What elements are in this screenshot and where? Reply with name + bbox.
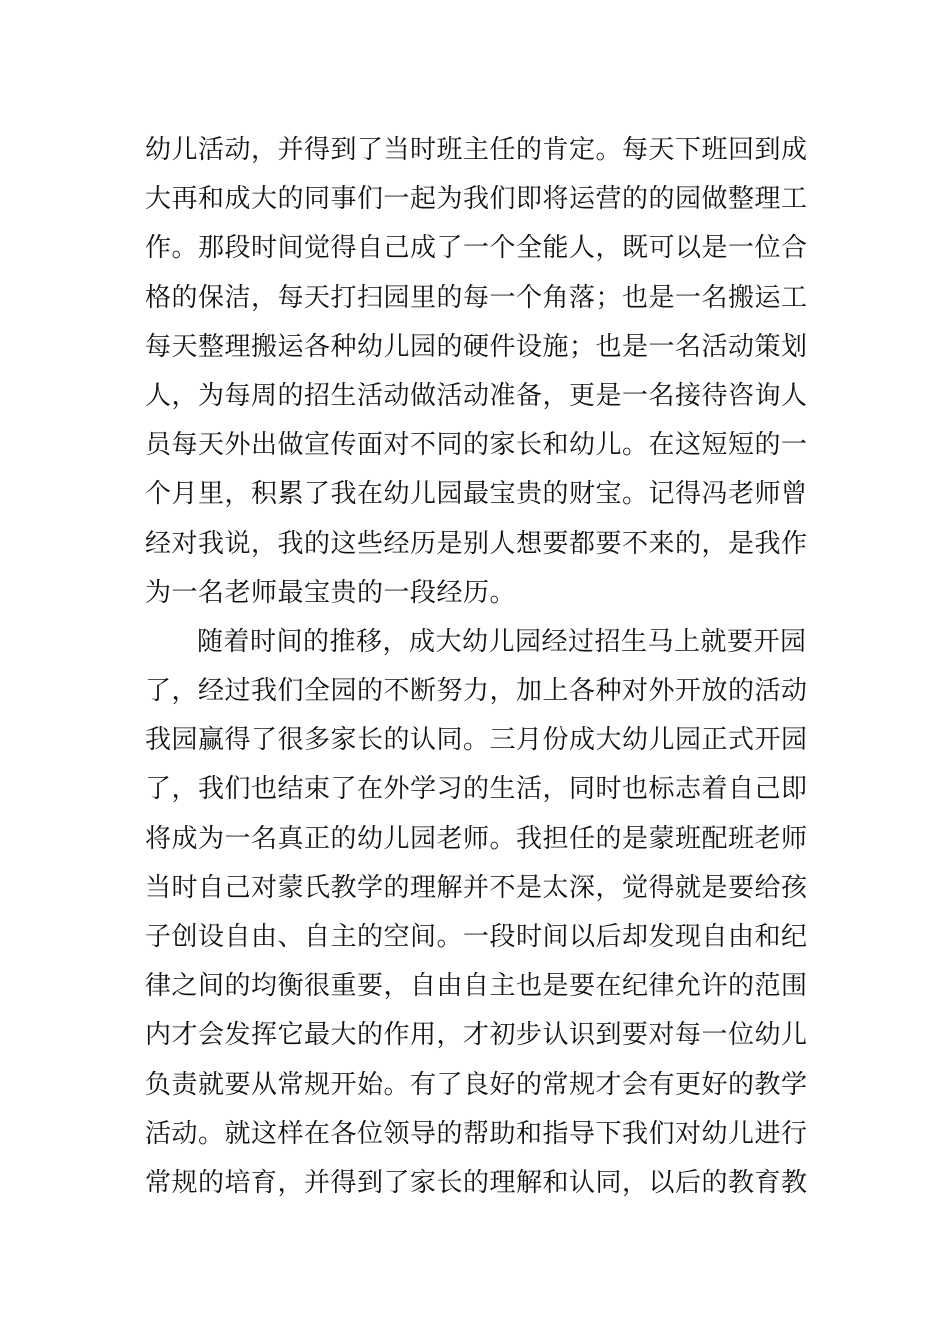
text-line: 格的保洁，每天打扫园里的每一个角落；也是一名搬运工 (145, 282, 808, 313)
text-line: 律之间的均衡很重要，自由自主也是要在纪律允许的范围 (145, 971, 808, 1002)
text-line: 作。那段时间觉得自己成了一个全能人，既可以是一位合 (145, 233, 808, 264)
text-line: 当时自己对蒙氏教学的理解并不是太深，觉得就是要给孩 (145, 872, 808, 903)
text-line: 大再和成大的同事们一起为我们即将运营的的园做整理工 (145, 184, 808, 215)
text-line: 常规的培育，并得到了家长的理解和认同，以后的教育教 (145, 1167, 808, 1198)
text-line: 个月里，积累了我在幼儿园最宝贵的财宝。记得冯老师曾 (145, 479, 808, 510)
text-line: 员每天外出做宣传面对不同的家长和幼儿。在这短短的一 (145, 430, 808, 461)
text-line: 了，经过我们全园的不断努力，加上各种对外开放的活动 (145, 676, 808, 707)
text-line: 子创设自由、自主的空间。一段时间以后却发现自由和纪 (145, 922, 808, 952)
text-line: 将成为一名真正的幼儿园老师。我担任的是蒙班配班老师 (145, 823, 808, 854)
text-line: 经对我说，我的这些经历是别人想要都要不来的，是我作 (145, 528, 808, 559)
text-line: 内才会发挥它最大的作用，才初步认识到要对每一位幼儿 (145, 1020, 808, 1051)
text-line: 人，为每周的招生活动做活动准备，更是一名接待咨询人 (145, 380, 808, 411)
text-line: 为一名老师最宝贵的一段经历。 (145, 577, 517, 608)
text-line: 了，我们也结束了在外学习的生活，同时也标志着自己即 (145, 774, 808, 805)
text-line: 我园赢得了很多家长的认同。三月份成大幼儿园正式开园 (145, 725, 808, 756)
text-line: 活动。就这样在各位领导的帮助和指导下我们对幼儿进行 (145, 1118, 808, 1149)
text-line: 幼儿活动，并得到了当时班主任的肯定。每天下班回到成 (145, 135, 808, 165)
text-line: 负责就要从常规开始。有了良好的常规才会有更好的教学 (145, 1069, 808, 1100)
text-line: 每天整理搬运各种幼儿园的硬件设施；也是一名活动策划 (145, 331, 808, 362)
paragraph-start-line: 随着时间的推移，成大幼儿园经过招生马上就要开园 (197, 626, 807, 657)
body-text (145, 126, 815, 1208)
